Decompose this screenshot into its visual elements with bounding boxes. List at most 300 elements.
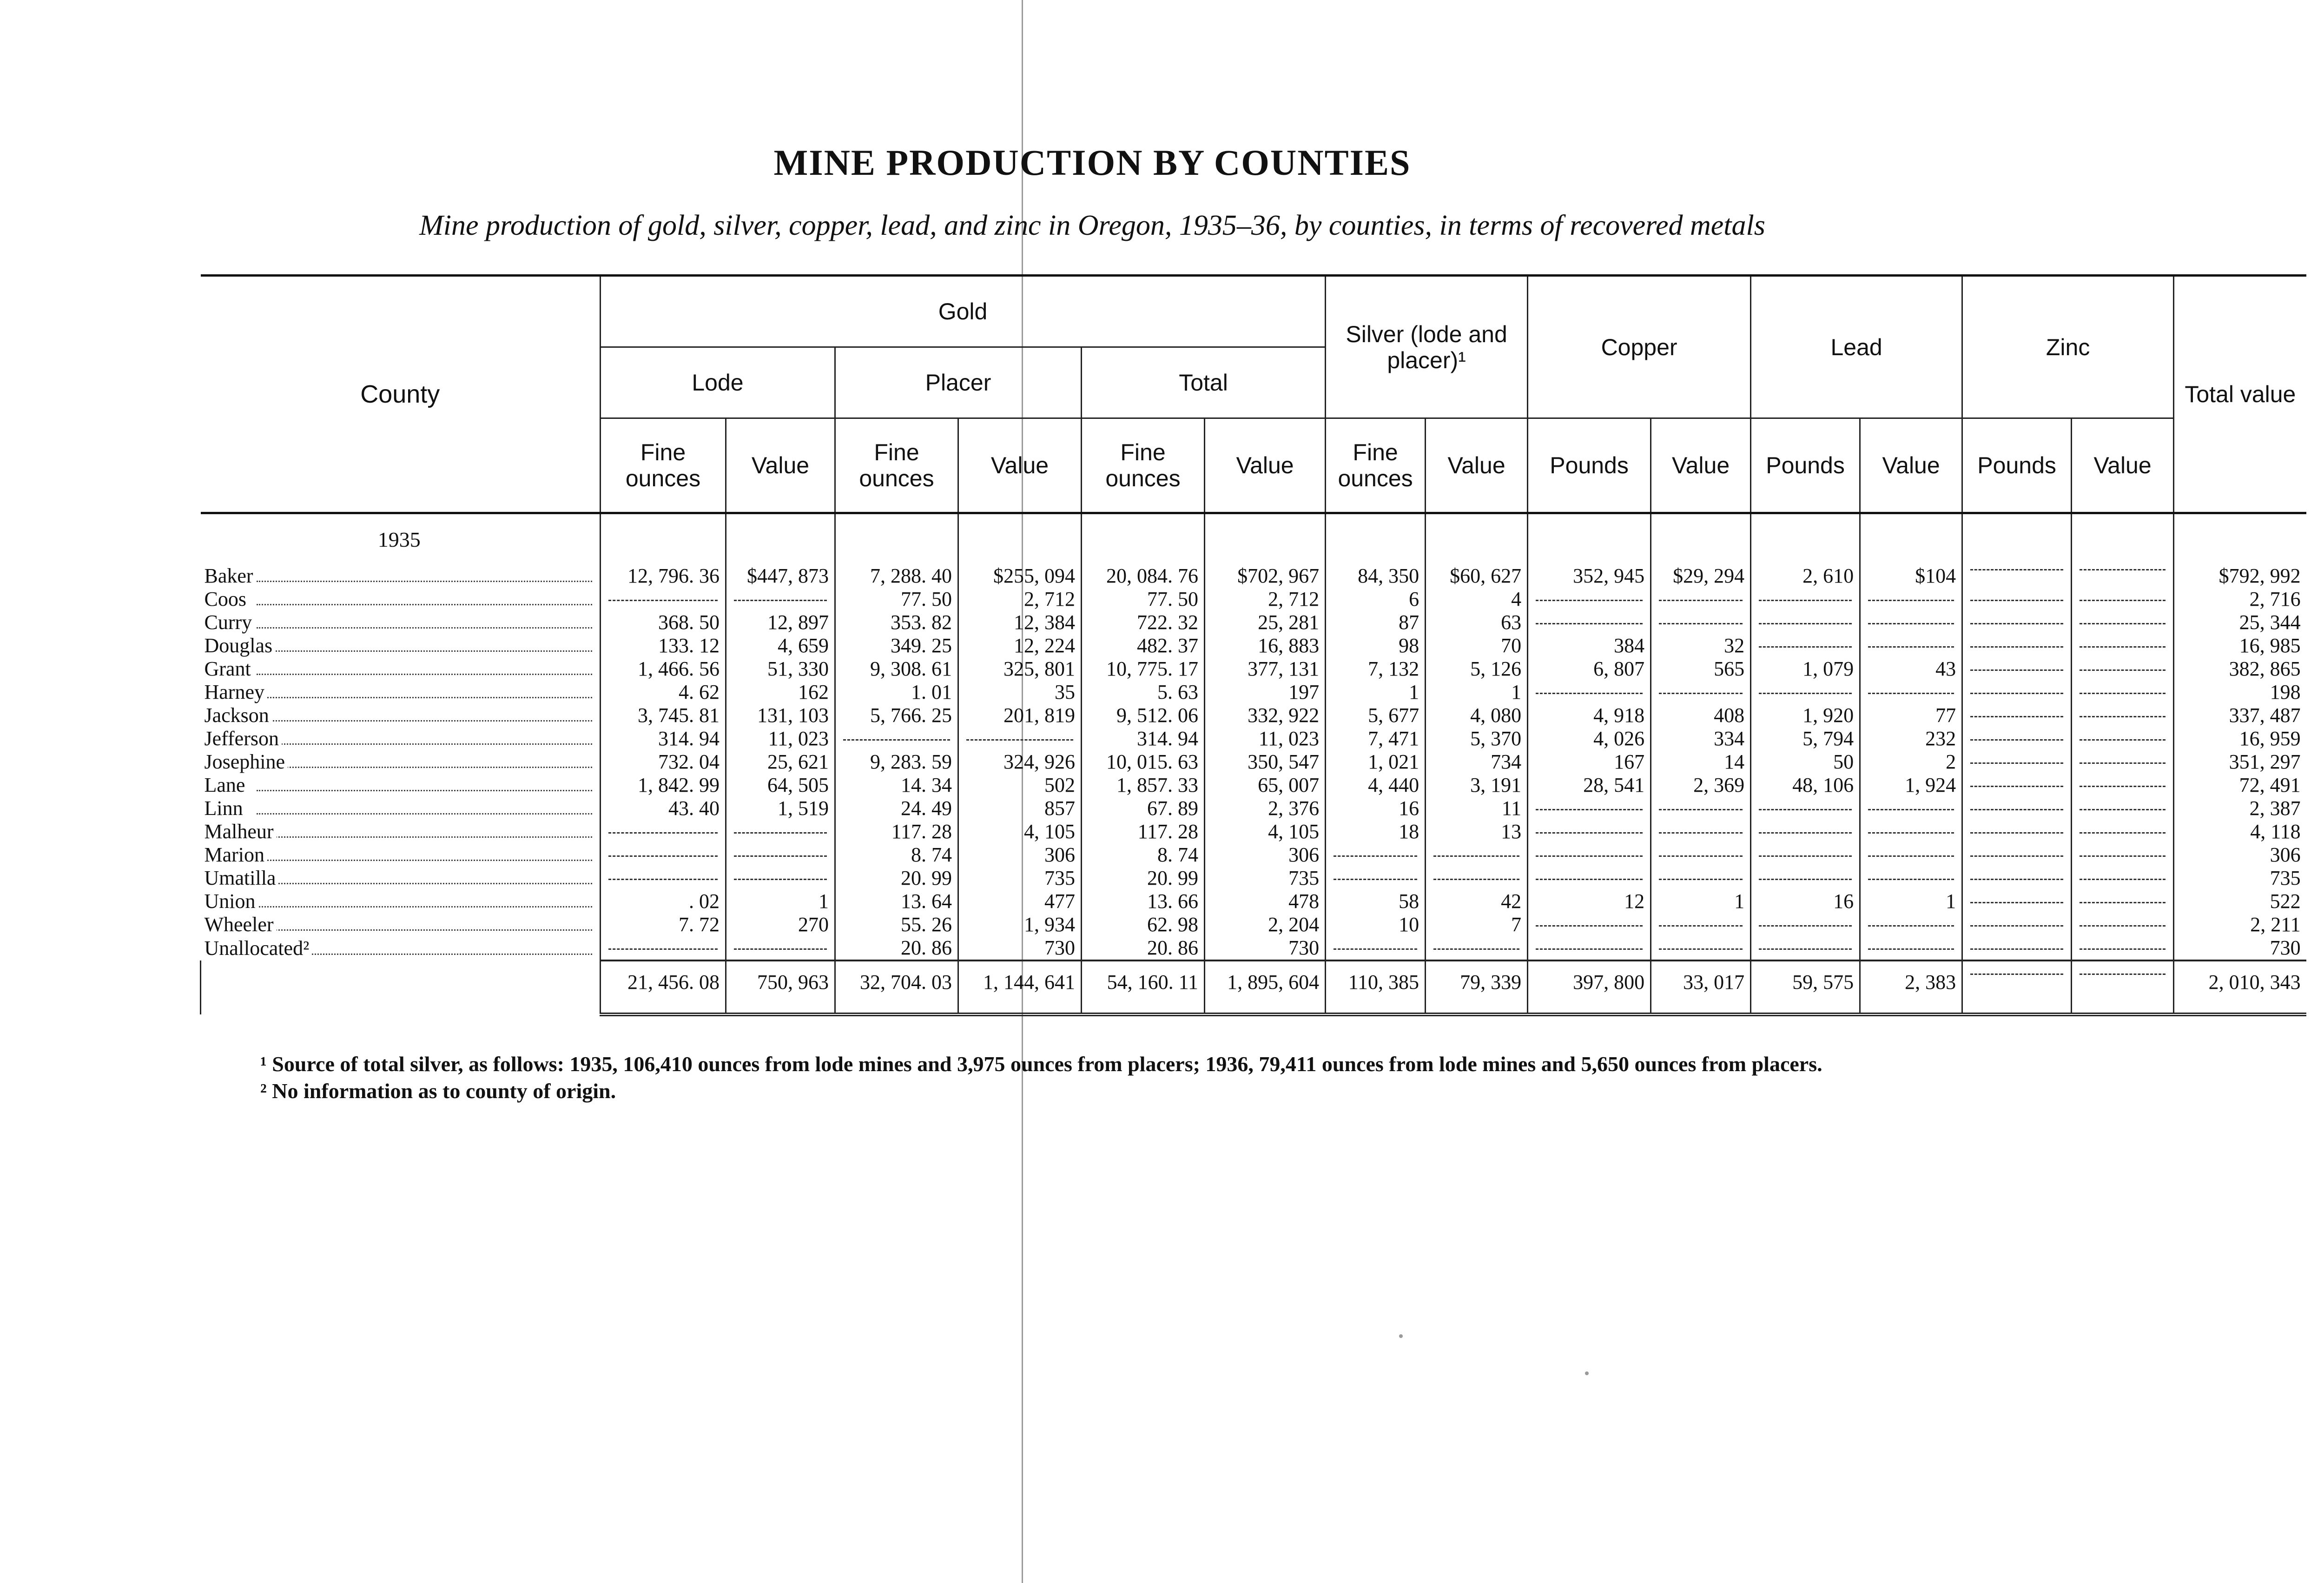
cell-lead-val [1860, 681, 1962, 704]
county-name: Malheur [205, 820, 277, 843]
cell-zinc-val [2072, 913, 2174, 936]
cell-lode-val [726, 843, 835, 867]
county-name-cell [201, 588, 601, 611]
cell-silver-val [1426, 936, 1528, 960]
cell-placer-val: 12, 384 [958, 611, 1082, 634]
cell-zinc-val [2072, 634, 2174, 657]
cell-lead-lb [1751, 797, 1860, 820]
cell-zinc-val [2072, 611, 2174, 634]
cell-silver-val: 70 [1426, 634, 1528, 657]
header-lead-pounds: Pounds [1751, 418, 1860, 513]
table-row [201, 913, 2306, 936]
county-name: Douglas [205, 634, 276, 657]
cell-lead-lb: 50 [1751, 750, 1860, 774]
header-lead: Lead [1751, 276, 1962, 418]
cell-zinc-lb [1962, 797, 2072, 820]
header-copper-value: Value [1651, 418, 1751, 513]
cell-total-val: 332, 922 [1205, 704, 1326, 727]
cell-zinc-val [2072, 588, 2174, 611]
cell-zinc-val [2072, 704, 2174, 727]
cell-lode-oz: 314. 94 [601, 727, 726, 750]
cell-lead-lb [1751, 681, 1860, 704]
cell-placer-oz: 5, 766. 25 [835, 704, 958, 727]
cell-total-value: 25, 344 [2174, 611, 2306, 634]
cell-silver-oz [1326, 867, 1426, 890]
cell-copper-val [1651, 611, 1751, 634]
cell-copper-lb [1528, 936, 1651, 960]
county-name-cell [201, 750, 601, 774]
table-row [201, 727, 2306, 750]
header-copper: Copper [1528, 276, 1751, 418]
cell-lode-oz: 133. 12 [601, 634, 726, 657]
cell-lead-lb: 16 [1751, 890, 1860, 913]
cell-total-val: 478 [1205, 890, 1326, 913]
cell-lode-oz [601, 867, 726, 890]
header-silver: Silver (lode and placer)¹ [1326, 276, 1528, 418]
cell-total-val: 2, 712 [1205, 588, 1326, 611]
cell-lead-lb [1751, 634, 1860, 657]
cell-lead-val: 1 [1860, 890, 1962, 913]
cell-silver-val: 4, 080 [1426, 704, 1528, 727]
cell-total-oz: 5. 63 [1082, 681, 1205, 704]
county-name-cell [201, 843, 601, 867]
cell-copper-lb: 4, 918 [1528, 704, 1651, 727]
cell-lead-lb [1751, 867, 1860, 890]
cell-lead-val [1860, 797, 1962, 820]
cell-lead-lb [1751, 820, 1860, 843]
table-row [201, 704, 2306, 727]
cell-total-val: $702, 967 [1205, 557, 1326, 588]
cell-total-oz: 67. 89 [1082, 797, 1205, 820]
cell-copper-lb: 352, 945 [1528, 557, 1651, 588]
cell-copper-val: 32 [1651, 634, 1751, 657]
cell-zinc-lb [1962, 704, 2072, 727]
cell-zinc-val [2072, 797, 2174, 820]
cell-lead-val [1860, 936, 1962, 960]
cell-placer-oz: 24. 49 [835, 797, 958, 820]
cell-total-oz: 10, 015. 63 [1082, 750, 1205, 774]
cell-total-value: 522 [2174, 890, 2306, 913]
cell-lode-val: 4, 659 [726, 634, 835, 657]
table-row [201, 890, 2306, 913]
cell-total-val: 11, 023 [1205, 727, 1326, 750]
cell-lode-oz: 43. 40 [601, 797, 726, 820]
cell-placer-oz: 117. 28 [835, 820, 958, 843]
cell-zinc-val [2072, 936, 2174, 960]
header-lode-fine-ounces: Fine ounces [601, 418, 726, 513]
cell-placer-val: 1, 934 [958, 913, 1082, 936]
cell-silver-val: $60, 627 [1426, 557, 1528, 588]
table-row [201, 797, 2306, 820]
cell-lode-oz [601, 936, 726, 960]
header-gold-total: Total [1082, 347, 1326, 418]
cell-total-value: 351, 297 [2174, 750, 2306, 774]
cell-lead-val: 1, 924 [1860, 774, 1962, 797]
cell-placer-val: 735 [958, 867, 1082, 890]
county-name: Umatilla [205, 867, 279, 889]
cell-silver-oz: 10 [1326, 913, 1426, 936]
cell-zinc-lb [1962, 774, 2072, 797]
header-lead-value: Value [1860, 418, 1962, 513]
header-silver-fine-ounces: Fine ounces [1326, 418, 1426, 513]
county-name-cell [201, 657, 601, 681]
header-copper-pounds: Pounds [1528, 418, 1651, 513]
cell-placer-val: $255, 094 [958, 557, 1082, 588]
cell-silver-val: 4 [1426, 588, 1528, 611]
cell-lode-val: 12, 897 [726, 611, 835, 634]
cell-lode-val: 25, 621 [726, 750, 835, 774]
header-zinc: Zinc [1962, 276, 2174, 418]
cell-total-oz: 20, 084. 76 [1082, 557, 1205, 588]
total-placer-oz: 32, 704. 03 [835, 960, 958, 1014]
cell-total-oz: 314. 94 [1082, 727, 1205, 750]
header-placer-value: Value [958, 418, 1082, 513]
cell-lode-val [726, 936, 835, 960]
cell-silver-val: 63 [1426, 611, 1528, 634]
cell-zinc-lb [1962, 843, 2072, 867]
cell-lead-lb: 48, 106 [1751, 774, 1860, 797]
cell-total-val: 65, 007 [1205, 774, 1326, 797]
cell-total-value: 16, 959 [2174, 727, 2306, 750]
cell-total-oz: 722. 32 [1082, 611, 1205, 634]
cell-total-val: 350, 547 [1205, 750, 1326, 774]
totals-row [201, 960, 2306, 1014]
cell-total-oz: 117. 28 [1082, 820, 1205, 843]
cell-lode-oz: 1, 466. 56 [601, 657, 726, 681]
county-name: Wheeler [205, 913, 277, 936]
cell-lead-lb [1751, 611, 1860, 634]
total-lead-val: 2, 383 [1860, 960, 1962, 1014]
cell-copper-val [1651, 867, 1751, 890]
cell-copper-val: 2, 369 [1651, 774, 1751, 797]
cell-placer-oz: 55. 26 [835, 913, 958, 936]
cell-copper-val [1651, 843, 1751, 867]
cell-total-oz: 9, 512. 06 [1082, 704, 1205, 727]
production-table [200, 274, 2306, 1016]
cell-zinc-val [2072, 867, 2174, 890]
cell-lead-val: $104 [1860, 557, 1962, 588]
cell-lode-oz [601, 843, 726, 867]
cell-placer-oz: 8. 74 [835, 843, 958, 867]
cell-placer-val: 4, 105 [958, 820, 1082, 843]
total-silver-oz: 110, 385 [1326, 960, 1426, 1014]
total-total-val: 1, 895, 604 [1205, 960, 1326, 1014]
county-name-cell [201, 557, 601, 588]
cell-copper-val [1651, 820, 1751, 843]
cell-placer-val: 477 [958, 890, 1082, 913]
cell-total-val: 16, 883 [1205, 634, 1326, 657]
total-total-oz: 54, 160. 11 [1082, 960, 1205, 1014]
cell-placer-oz: 20. 99 [835, 867, 958, 890]
cell-lode-val: $447, 873 [726, 557, 835, 588]
table-row [201, 657, 2306, 681]
cell-total-oz: 77. 50 [1082, 588, 1205, 611]
cell-zinc-val [2072, 750, 2174, 774]
cell-total-value: 730 [2174, 936, 2306, 960]
cell-copper-val [1651, 588, 1751, 611]
county-name: Unallocated² [205, 937, 312, 960]
cell-silver-val: 1 [1426, 681, 1528, 704]
cell-total-value: 306 [2174, 843, 2306, 867]
cell-silver-val [1426, 843, 1528, 867]
cell-zinc-val [2072, 727, 2174, 750]
cell-silver-oz: 4, 440 [1326, 774, 1426, 797]
cell-zinc-lb [1962, 557, 2072, 588]
cell-placer-oz: 14. 34 [835, 774, 958, 797]
cell-placer-val: 857 [958, 797, 1082, 820]
table-row [201, 936, 2306, 960]
cell-lode-val: 64, 505 [726, 774, 835, 797]
table-body [201, 513, 2306, 1015]
cell-copper-lb [1528, 867, 1651, 890]
cell-copper-val [1651, 797, 1751, 820]
cell-lode-oz: 7. 72 [601, 913, 726, 936]
cell-silver-oz [1326, 936, 1426, 960]
cell-copper-val: 14 [1651, 750, 1751, 774]
cell-lode-val [726, 588, 835, 611]
header-placer-fine-ounces: Fine ounces [835, 418, 958, 513]
cell-zinc-lb [1962, 634, 2072, 657]
total-lead-lb: 59, 575 [1751, 960, 1860, 1014]
cell-silver-oz [1326, 843, 1426, 867]
cell-total-val: 377, 131 [1205, 657, 1326, 681]
table-row [201, 681, 2306, 704]
table-row [201, 557, 2306, 588]
cell-copper-val: 1 [1651, 890, 1751, 913]
table-row [201, 843, 2306, 867]
cell-silver-oz: 58 [1326, 890, 1426, 913]
table-row [201, 588, 2306, 611]
total-total-value: 2, 010, 343 [2174, 960, 2306, 1014]
cell-copper-val: $29, 294 [1651, 557, 1751, 588]
cell-placer-oz: 20. 86 [835, 936, 958, 960]
header-gold-placer: Placer [835, 347, 1082, 418]
cell-copper-lb: 167 [1528, 750, 1651, 774]
cell-zinc-val [2072, 820, 2174, 843]
county-name-cell [201, 867, 601, 890]
county-name: Jackson [205, 704, 272, 727]
cell-lead-lb: 1, 920 [1751, 704, 1860, 727]
cell-lode-oz: . 02 [601, 890, 726, 913]
cell-total-val: 735 [1205, 867, 1326, 890]
county-name-cell [201, 936, 601, 960]
cell-lode-val: 51, 330 [726, 657, 835, 681]
cell-total-value: 16, 985 [2174, 634, 2306, 657]
cell-lead-val [1860, 820, 1962, 843]
county-name-cell [201, 704, 601, 727]
cell-copper-lb [1528, 797, 1651, 820]
cell-placer-oz: 77. 50 [835, 588, 958, 611]
cell-silver-oz: 7, 471 [1326, 727, 1426, 750]
cell-copper-val: 565 [1651, 657, 1751, 681]
cell-total-val: 730 [1205, 936, 1326, 960]
cell-lead-val [1860, 867, 1962, 890]
totals-label-cell [201, 960, 601, 1014]
page-title: MINE PRODUCTION BY COUNTIES [773, 142, 1411, 183]
cell-lead-val [1860, 611, 1962, 634]
cell-lead-lb [1751, 588, 1860, 611]
header-zinc-pounds: Pounds [1962, 418, 2072, 513]
county-name: Union [205, 890, 258, 913]
cell-zinc-val [2072, 890, 2174, 913]
cell-copper-lb [1528, 913, 1651, 936]
total-copper-val: 33, 017 [1651, 960, 1751, 1014]
cell-total-oz: 62. 98 [1082, 913, 1205, 936]
cell-total-oz: 13. 66 [1082, 890, 1205, 913]
cell-copper-val: 408 [1651, 704, 1751, 727]
cell-placer-oz: 13. 64 [835, 890, 958, 913]
county-name-cell [201, 797, 601, 820]
cell-placer-val: 325, 801 [958, 657, 1082, 681]
footnotes [260, 1051, 1822, 1105]
cell-total-oz: 1, 857. 33 [1082, 774, 1205, 797]
total-lode-oz: 21, 456. 08 [601, 960, 726, 1014]
cell-lead-val: 43 [1860, 657, 1962, 681]
cell-lode-val [726, 820, 835, 843]
cell-total-oz: 20. 99 [1082, 867, 1205, 890]
cell-total-val: 25, 281 [1205, 611, 1326, 634]
table-row [201, 611, 2306, 634]
cell-zinc-val [2072, 657, 2174, 681]
cell-zinc-lb [1962, 913, 2072, 936]
cell-total-value: 382, 865 [2174, 657, 2306, 681]
scan-speck [1585, 1371, 1589, 1375]
cell-copper-lb: 4, 026 [1528, 727, 1651, 750]
cell-lead-val [1860, 588, 1962, 611]
county-name: Grant [205, 657, 254, 680]
cell-silver-oz: 1 [1326, 681, 1426, 704]
cell-silver-oz: 87 [1326, 611, 1426, 634]
cell-silver-oz: 98 [1326, 634, 1426, 657]
cell-zinc-lb [1962, 727, 2072, 750]
total-lode-val: 750, 963 [726, 960, 835, 1014]
footnote-1: ¹ Source of total silver, as follows: 1935, 106,410 ounces from lode mines and 3,975 ounces from placers; 1936, 79,411 ounces from lode mines and 5,650 ounces from placers. [260, 1052, 1822, 1076]
cell-silver-oz: 5, 677 [1326, 704, 1426, 727]
cell-copper-lb: 12 [1528, 890, 1651, 913]
cell-lead-lb: 1, 079 [1751, 657, 1860, 681]
cell-placer-val: 12, 224 [958, 634, 1082, 657]
total-placer-val: 1, 144, 641 [958, 960, 1082, 1014]
cell-silver-val: 3, 191 [1426, 774, 1528, 797]
cell-zinc-lb [1962, 657, 2072, 681]
cell-zinc-lb [1962, 611, 2072, 634]
cell-lode-oz: 368. 50 [601, 611, 726, 634]
cell-lode-oz [601, 588, 726, 611]
county-name-cell [201, 774, 601, 797]
cell-copper-val [1651, 913, 1751, 936]
cell-total-oz: 482. 37 [1082, 634, 1205, 657]
cell-copper-lb [1528, 843, 1651, 867]
cell-lode-val: 270 [726, 913, 835, 936]
cell-copper-lb [1528, 588, 1651, 611]
header-total-value-gold: Value [1205, 418, 1326, 513]
scan-speck [1399, 1334, 1403, 1338]
header-zinc-value: Value [2072, 418, 2174, 513]
total-zinc-val [2072, 960, 2174, 1014]
cell-total-val: 2, 204 [1205, 913, 1326, 936]
cell-lead-lb: 2, 610 [1751, 557, 1860, 588]
cell-lead-val [1860, 913, 1962, 936]
header-total-value: Total value [2174, 276, 2306, 513]
cell-total-val: 306 [1205, 843, 1326, 867]
cell-zinc-val [2072, 557, 2174, 588]
header-total-fine-ounces: Fine ounces [1082, 418, 1205, 513]
cell-placer-oz: 9, 308. 61 [835, 657, 958, 681]
cell-total-val: 4, 105 [1205, 820, 1326, 843]
header-lode-value: Value [726, 418, 835, 513]
table-caption: Mine production of gold, silver, copper, lead, and zinc in Oregon, 1935–36, by counties, in terms of recovered metals [419, 210, 1765, 241]
county-name-cell [201, 681, 601, 704]
cell-total-val: 197 [1205, 681, 1326, 704]
cell-silver-val: 42 [1426, 890, 1528, 913]
total-silver-val: 79, 339 [1426, 960, 1528, 1014]
cell-copper-val [1651, 681, 1751, 704]
cell-placer-val: 324, 926 [958, 750, 1082, 774]
cell-total-value: 4, 118 [2174, 820, 2306, 843]
header-gold: Gold [601, 276, 1326, 347]
cell-lode-val: 1, 519 [726, 797, 835, 820]
county-name: Curry [205, 611, 255, 634]
cell-lead-lb: 5, 794 [1751, 727, 1860, 750]
cell-placer-oz: 7, 288. 40 [835, 557, 958, 588]
cell-total-value: 735 [2174, 867, 2306, 890]
cell-silver-oz: 18 [1326, 820, 1426, 843]
cell-lode-oz: 3, 745. 81 [601, 704, 726, 727]
cell-copper-lb [1528, 820, 1651, 843]
cell-total-value: 2, 211 [2174, 913, 2306, 936]
cell-lead-lb [1751, 843, 1860, 867]
cell-silver-oz: 6 [1326, 588, 1426, 611]
cell-lead-val: 77 [1860, 704, 1962, 727]
cell-silver-val: 13 [1426, 820, 1528, 843]
cell-lead-val: 2 [1860, 750, 1962, 774]
cell-zinc-lb [1962, 820, 2072, 843]
cell-lode-oz [601, 820, 726, 843]
cell-placer-val [958, 727, 1082, 750]
total-copper-lb: 397, 800 [1528, 960, 1651, 1014]
county-name: Josephine [205, 750, 288, 773]
cell-placer-oz: 9, 283. 59 [835, 750, 958, 774]
cell-total-oz: 10, 775. 17 [1082, 657, 1205, 681]
cell-placer-val: 730 [958, 936, 1082, 960]
county-name: Baker [205, 564, 256, 587]
cell-lode-val: 11, 023 [726, 727, 835, 750]
table-row [201, 820, 2306, 843]
cell-total-oz: 20. 86 [1082, 936, 1205, 960]
county-name-cell [201, 890, 601, 913]
cell-zinc-val [2072, 681, 2174, 704]
total-zinc-lb [1962, 960, 2072, 1014]
county-name: Marion [205, 843, 268, 866]
production-table-container [200, 274, 2305, 1016]
header-gold-lode: Lode [601, 347, 835, 418]
cell-copper-lb [1528, 611, 1651, 634]
cell-lode-val: 131, 103 [726, 704, 835, 727]
table-row [201, 774, 2306, 797]
cell-copper-val [1651, 936, 1751, 960]
cell-placer-oz: 349. 25 [835, 634, 958, 657]
cell-silver-val: 734 [1426, 750, 1528, 774]
cell-silver-oz: 1, 021 [1326, 750, 1426, 774]
county-name-cell [201, 611, 601, 634]
table-row [201, 867, 2306, 890]
cell-silver-val [1426, 867, 1528, 890]
cell-copper-lb: 384 [1528, 634, 1651, 657]
county-name: Linn [205, 797, 246, 820]
cell-total-val: 2, 376 [1205, 797, 1326, 820]
cell-silver-val: 5, 370 [1426, 727, 1528, 750]
cell-total-value: 2, 387 [2174, 797, 2306, 820]
